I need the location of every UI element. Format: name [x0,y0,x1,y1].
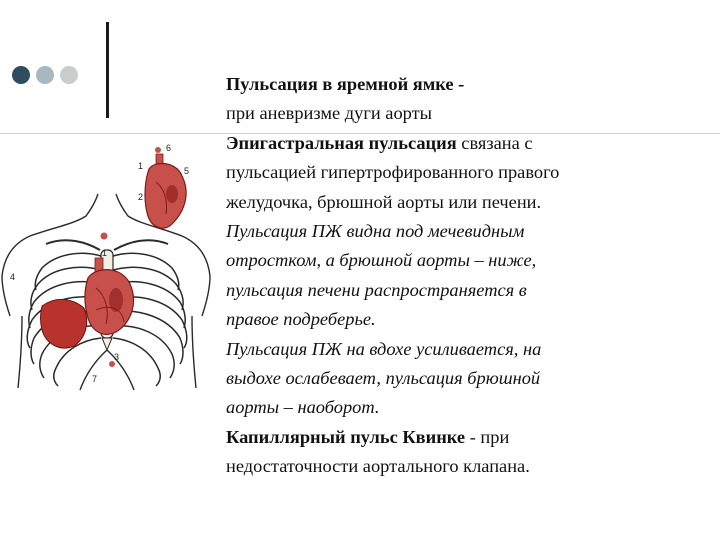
text-line-quincke [226,423,706,452]
dot-medium [36,66,54,84]
italic-line: выдохе ослабевает, пульсация брюшной [226,368,541,389]
text-line: при аневризме дуги аорты [226,103,433,124]
text-span: - при [465,426,510,447]
italic-line: аорты – наоборот. [226,397,380,418]
slide-text [226,70,706,482]
figure-label: 4 [10,272,16,282]
chest-heart [85,258,134,334]
italic-line: Пульсация ПЖ видна под мечевидным [226,221,525,242]
dot-dark [12,66,30,84]
inset-heart [145,147,186,228]
figure-label: 1 [102,248,108,258]
figure-label: 2 [138,192,144,202]
dot-light [60,66,78,84]
chest-pulsation-illustration [0,138,215,400]
jugular-pulse-marker [101,233,108,240]
heading-jugular-pulsation: Пульсация в яремной ямке - [226,74,465,94]
figure-label: 3 [114,352,120,362]
text-line: желудочка, брюшной аорты или печени. [226,191,542,212]
decorative-dots [12,66,78,84]
italic-line: пульсация печени распространяется в [226,279,527,300]
figure-label: 5 [184,166,190,176]
heading-quincke-pulse: Капиллярный пульс Квинке [226,426,466,447]
heading-epigastric-pulsation: Эпигастральная пульсация [226,132,457,153]
italic-line: отростком, а брюшной аорты – ниже, [226,250,537,271]
text-span: связана с [456,132,533,153]
figure-label: 6 [166,143,172,153]
figure-label: 1 [138,161,144,171]
figure-label: 7 [92,374,98,384]
italic-line: правое подреберье. [226,309,376,330]
text-line: недостаточности аортального клапана. [226,456,530,477]
text-line-epigastric [226,129,706,158]
vertical-divider [106,22,109,118]
liver-region [41,299,87,348]
text-line: пульсацией гипертрофированного правого [226,162,560,183]
italic-line: Пульсация ПЖ на вдохе усиливается, на [226,338,542,359]
